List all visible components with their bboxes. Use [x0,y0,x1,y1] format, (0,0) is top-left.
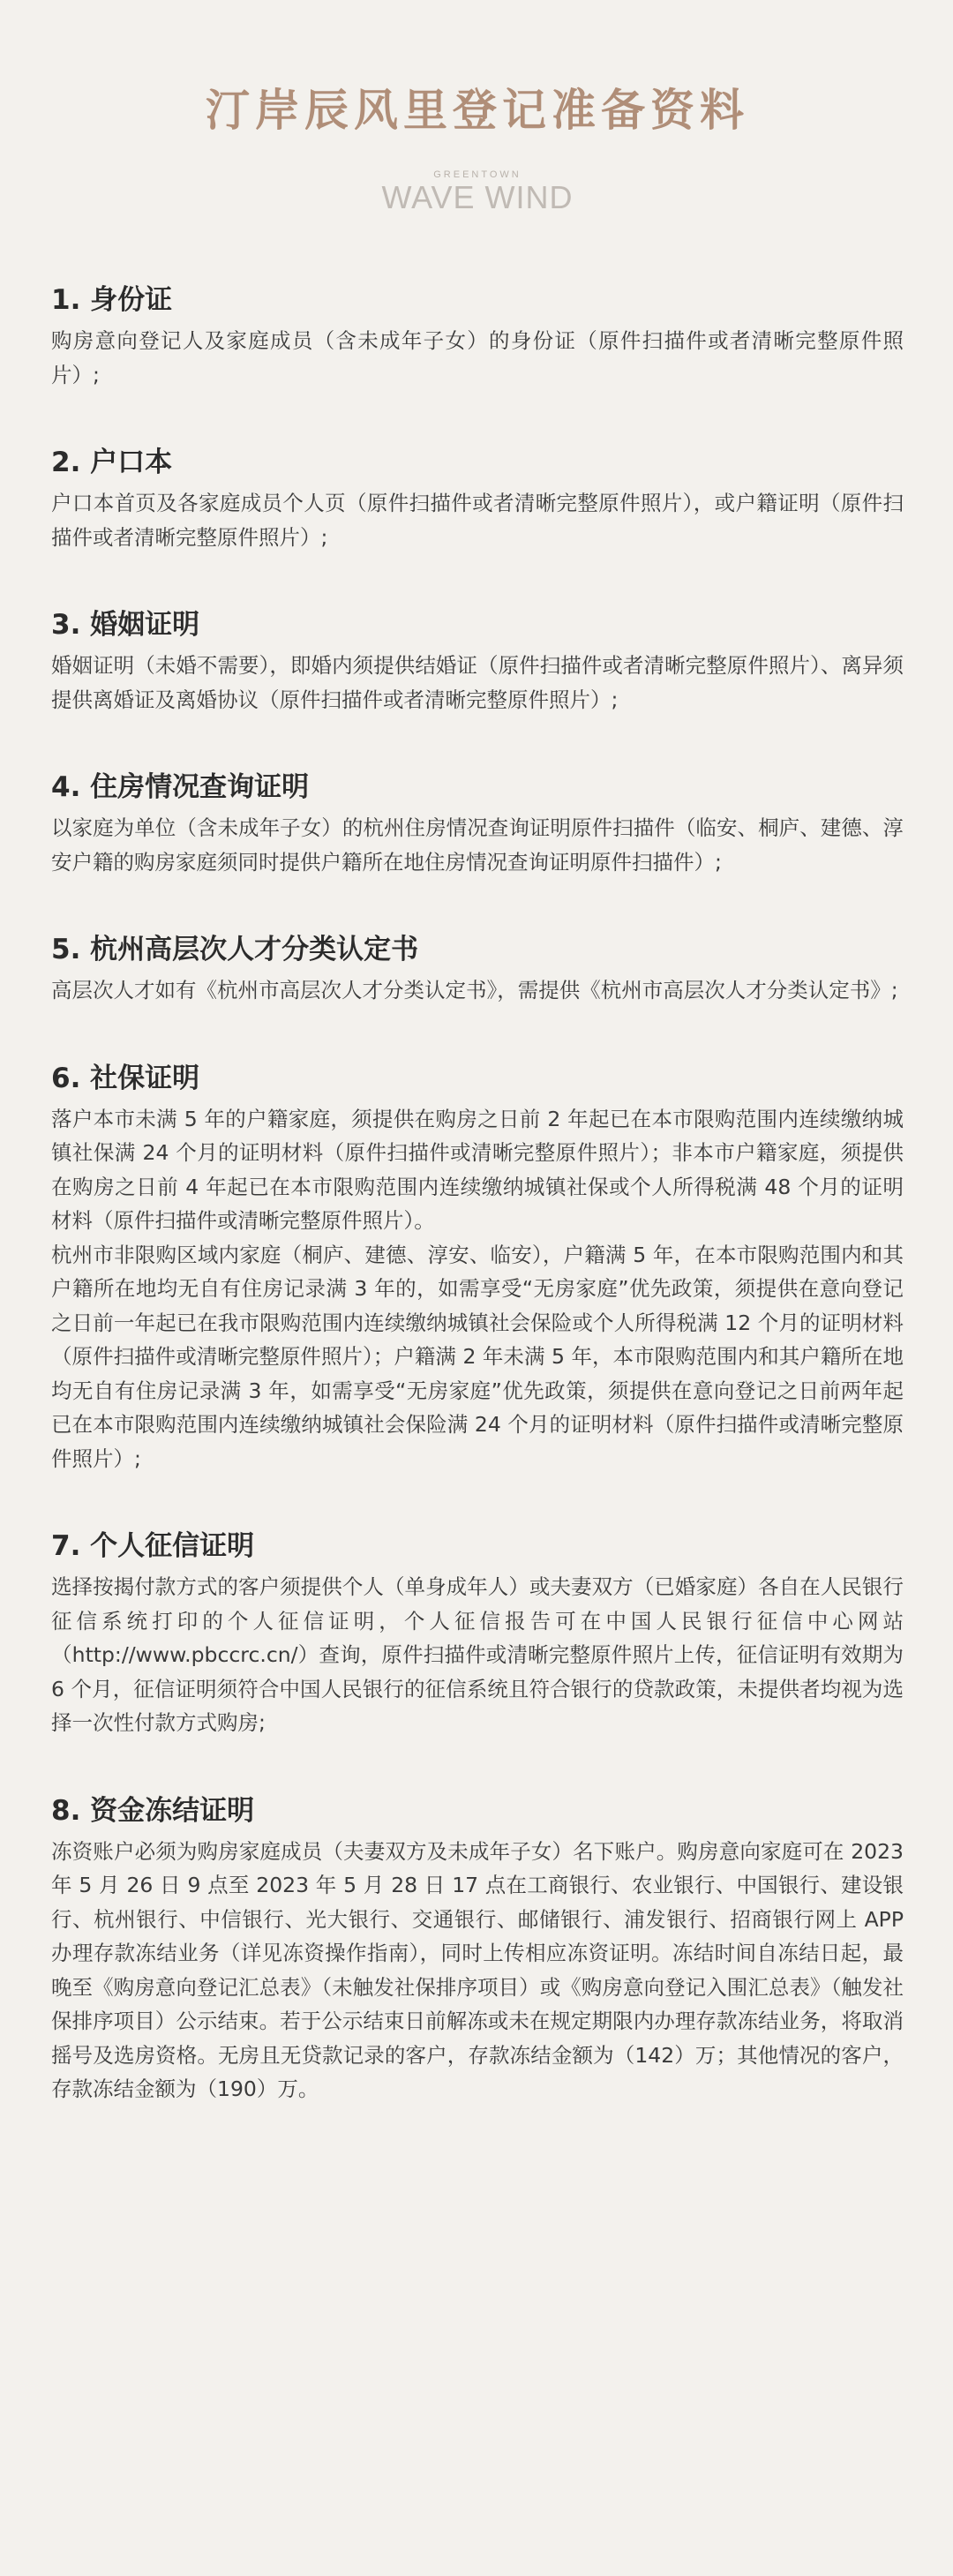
section-body: 户口本首页及各家庭成员个人页（原件扫描件或者清晰完整原件照片），或户籍证明（原件扫描件或者清晰完整原件照片）; [51,491,904,550]
section-household-register [51,442,904,554]
section-credit-report [51,1526,904,1740]
section-fund-freeze [51,1791,904,2107]
page-title: 汀岸辰风里登记准备资料 [206,85,749,136]
logo-wordmark: WAVE WIND [381,179,574,215]
section-body: 高层次人才如有《杭州市高层次人才分类认定书》，需提供《杭州市高层次人才分类认定书》; [51,978,898,1003]
section-talent-certificate [51,929,904,1008]
section-social-security [51,1058,904,1476]
section-title: 7. 个人征信证明 [51,1530,255,1562]
brand-logo [51,169,904,222]
section-body: 杭州市非限购区域内家庭（桐庐、建德、淳安、临安），户籍满 5 年，在本市限购范围内和其户籍所在地均无自有住房记录满 3 年的，如需享受“无房家庭”优先政策，须提供在意向登记之日前一年起已在我市限购范围内连续缴纳城镇社会保险或个人所得税满 12 个月的证明材料（原件扫描件或清晰完整原件照片）；户籍满 2 年未满 5 年，本市限购范围内和其户籍所在地均无自有住房记录满 3 年，如需享受“无房家庭”优先政策，须提供在意向登记之日前两年起已在本市限购范围内连续缴纳城镇社会保险满 24 个月的证明材料（原件扫描件或清晰完整原件照片）; [51,1242,904,1471]
section-id-card [51,280,904,392]
section-body: 选择按揭付款方式的客户须提供个人（单身成年人）或夫妻双方（已婚家庭）各自在人民银行征信系统打印的个人征信证明，个人征信报告可在中国人民银行征信中心网站（http://www.pbccrc.cn/）查询，原件扫描件或清晰完整原件照片上传，征信证明有效期为 6 个月，征信证明须符合中国人民银行的征信系统且符合银行的贷款政策，未提供者均视为选择一次性付款方式购房; [51,1574,904,1735]
section-body: 以家庭为单位（含未成年子女）的杭州住房情况查询证明原件扫描件（临安、桐庐、建德、淳安户籍的购房家庭须同时提供户籍所在地住房情况查询证明原件扫描件）; [51,815,904,875]
requirements-list [51,280,904,2107]
section-title: 8. 资金冻结证明 [51,1794,255,1827]
section-body: 落户本市未满 5 年的户籍家庭，须提供在购房之日前 2 年起已在本市限购范围内连续缴纳城镇社保满 24 个月的证明材料（原件扫描件或清晰完整原件照片）；非本市户籍家庭，须提供在购房之日前 4 年起已在本市限购范围内连续缴纳城镇社保或个人所得税满 48 个月的证明材料（原件扫描件或清晰完整原件照片）。 [51,1106,904,1233]
section-title: 3. 婚姻证明 [51,609,200,641]
section-body: 冻资账户必须为购房家庭成员（夫妻双方及未成年子女）名下账户。购房意向家庭可在 2023 年 5 月 26 日 9 点至 2023 年 5 月 28 日 17 点在工商银行、农业银行、中国银行、建设银行、杭州银行、中信银行、光大银行、交通银行、邮储银行、浦发银行、招商银行网上 APP 办理存款冻结业务（详见冻资操作指南），同时上传相应冻资证明。冻结时间自冻结日起，最晚至《购房意向登记汇总表》（未触发社保排序项目）或《购房意向登记入围汇总表》（触发社保排序项目）公示结束。若于公示结束日前解冻或未在规定期限内办理存款冻结业务，将取消摇号及选房资格。无房且无贷款记录的客户，存款冻结金额为（142）万；其他情况的客户，存款冻结金额为（190）万。 [51,1838,904,2101]
section-title: 1. 身份证 [51,284,173,316]
section-title: 5. 杭州高层次人才分类认定书 [51,934,419,965]
section-title: 4. 住房情况查询证明 [51,771,310,803]
section-body: 婚姻证明（未婚不需要），即婚内须提供结婚证（原件扫描件或者清晰完整原件照片）、离异须提供离婚证及离婚协议（原件扫描件或者清晰完整原件照片）; [51,653,904,712]
logo-subtitle: GREENTOWN [433,169,522,180]
section-body: 购房意向登记人及家庭成员（含未成年子女）的身份证（原件扫描件或者清晰完整原件照片）; [51,328,904,387]
section-housing-query [51,767,904,879]
section-marriage-certificate [51,605,904,717]
section-title: 6. 社保证明 [51,1062,200,1094]
section-title: 2. 户口本 [51,447,173,478]
